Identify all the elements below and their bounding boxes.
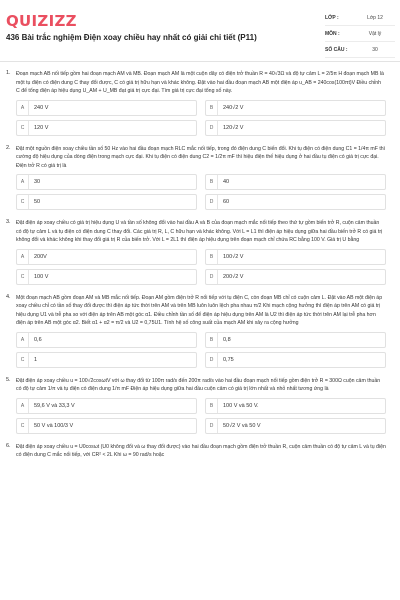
answer-option-a[interactable] [16,174,197,190]
question-text: Đoạn mạch AB nối tiếp gồm hai đoạn mạch AM và MB. Đoạn mạch AM là một cuộn dây có điện trở thuần R = 40√3Ω và độ tự cảm L = 2/5π H đoạn mạch MB là một tụ điện có điện dung C thay đổi được, C có giá trị hữu hạn và khác không. Đặt vào hai đầu đoạn mạch AB một điện áp u_AB = 240cos(100πt)V Điều chỉnh C để tổng điện áp hiệu dụng U_AM + U_MB đạt giá trị cực đại. Tìm giá trị cực đại tổng số này. [16,71,384,94]
answer-option-d[interactable] [205,418,386,434]
meta-label: MÔN : [325,30,340,37]
question-text: Đặt điện áp xoay chiều u = U0cosωt (U0 không đổi và ω thay đổi được) vào hai đầu đoạn mạch gồm điện trở thuần R, cuộn cảm thuần có độ tự cảm L và tụ điện có điện dung C mắc nối tiếp, với CR² < 2L Khi ω = 90 rad/s hoặc [16,443,386,458]
option-letter: C [17,270,29,284]
question-text: Đặt một nguồn điện xoay chiều tần số 50 Hz vào hai đầu đoạn mạch RLC mắc nối tiếp, trong đó điện dung C biến đổi. Khi tụ điện có điện dung C1 = 1/4π mF thì cường độ hiệu dụng của dòng điện trong mạch cực đại. Khi tụ điện có điện dung C2 = 1/2π mF thì hiệu điện thế hiệu dụng ở hai đầu tụ điện có giá trị cực đại. Điện trở R có giá trị là [16,145,386,169]
answer-option-d[interactable] [205,269,386,285]
question-item [0,294,400,368]
answer-option-c[interactable] [16,120,197,136]
answer-option-d[interactable] [205,194,386,210]
meta-label: LỚP : [325,14,339,21]
question-number: 1. [6,70,11,76]
option-letter: B [206,101,218,115]
answer-option-c[interactable] [16,352,197,368]
option-value: 59,6 V và 33,3 V [34,402,75,409]
option-letter: C [17,121,29,135]
option-value: 0,6 [34,336,42,343]
option-value: 50 V và 100/3 V [34,422,74,429]
option-value: 60 [223,199,230,205]
answer-options [16,174,386,210]
option-letter: A [17,101,29,115]
question-item [0,443,400,460]
answer-option-a[interactable] [16,332,197,348]
option-value: 100√2 V [223,253,244,260]
quizizz-logo: QUIZIZZ [6,12,77,30]
option-value: 200√2 V [223,273,244,280]
question-number: 3. [6,219,11,225]
question-number: 2. [6,144,11,151]
option-letter: C [17,419,29,433]
document-header [0,0,400,62]
answer-option-c[interactable] [16,194,197,210]
question-item [0,145,400,211]
question-list [0,70,400,469]
answer-option-a[interactable] [16,100,197,116]
question-number: 5. [6,376,11,383]
meta-label: SỐ CÂU : [325,46,348,53]
question-text: Đặt điện áp xoay chiều có giá trị hiệu dụng U và tần số không đổi vào hai đầu A và B của đoạn mạch mắc nối tiếp theo thứ tự gồm biến trở R, cuộn cảm thuần có độ tự cảm L và tụ điện có điện dung C thay đổi. Các giá trị R, L, C hữu hạn và khác không. Với L = L1 thì điện áp hiệu dụng giữa hai đầu biến trở R có giá trị không đổi và khác không khi thay đổi giá trị R của biến trở. Với L = 2L1 thì điện áp hiệu dụng trên đoạn mạch chỉ chứa RC bằng 100 V. Giá trị U bằng [16,220,383,243]
option-value: 240 V [34,104,49,111]
answer-option-d[interactable] [205,120,386,136]
answer-option-d[interactable] [205,352,386,368]
option-letter: A [17,250,29,264]
option-value: 1 [34,356,38,363]
option-letter: D [206,195,218,209]
option-letter: A [17,175,29,189]
option-letter: B [206,175,218,189]
answer-options [16,332,386,368]
option-letter: C [17,353,29,367]
option-letter: D [206,121,218,135]
option-value: 40 [223,179,230,185]
answer-option-b[interactable] [205,398,386,414]
option-letter: A [17,333,29,347]
option-value: 0,75 [223,356,234,363]
document-title: 436 Bài trắc nghiệm Điện xoay chiều hay nhất có giải chi tiết (P11) [6,33,257,42]
option-letter: B [206,333,218,347]
option-value: 200V [34,253,47,260]
answer-options [16,249,386,285]
question-item [0,70,400,136]
meta-row-count [325,42,395,58]
option-letter: D [206,270,218,284]
option-value: 100 V và 50 V. [223,402,259,409]
option-letter: C [17,195,29,209]
option-value: 50√2 V và 50 V [223,422,261,429]
question-item [0,377,400,434]
answer-option-b[interactable] [205,100,386,116]
option-letter: D [206,353,218,367]
question-text: Một đoạn mạch AB gồm đoạn AM và MB mắc nối tiếp. Đoạn AM gồm điện trở R nối tiếp với tụ điện C, còn đoạn MB chỉ có cuộn cảm L. Đặt vào AB một điện áp xoay chiều chỉ có tần số thay đổi được thì điện áp tức thời trên AM và trên MB luôn luôn lệch pha nhau π/2 Khi mạch cộng hưởng thì điện áp trên AM có giá trị hiệu dụng U1 và trễ pha so với điện áp trên AB một góc α1. Điều chỉnh tần số để điện áp hiệu dụng trên AM là U2 thì điện áp tức thời trên AM lại trễ pha hơn điện áp trên AB một góc α2. Biết α1 + α2 = π/2 và U2 = 0,75U1. Tính hệ số công suất của mạch AM khi xảy ra cộng hưởng [16,294,383,326]
answer-option-c[interactable] [16,418,197,434]
meta-row-subject [325,26,395,42]
answer-option-a[interactable] [16,249,197,265]
option-value: 30 [34,179,41,185]
meta-value: Lớp 12 [367,14,383,21]
option-value: 100 V [34,273,49,280]
answer-options [16,398,386,434]
option-letter: B [206,399,218,413]
option-letter: B [206,250,218,264]
meta-row-class [325,10,395,26]
question-number: 6. [6,442,11,449]
option-letter: D [206,419,218,433]
option-value: 240√2 V [223,104,244,111]
option-value: 0,8 [223,336,231,343]
answer-option-c[interactable] [16,269,197,285]
question-item [0,219,400,285]
answer-option-b[interactable] [205,332,386,348]
answer-options [16,100,386,136]
answer-option-a[interactable] [16,398,197,414]
option-value: 120 V [34,124,49,131]
option-letter: A [17,399,29,413]
question-text: Đặt điện áp xoay chiều u = 100√2cosωtV với ω thay đổi từ 100π rad/s đến 200π rad/s vào hai đầu đoạn mạch nối tiếp gồm điện trở R = 300Ω cuộn cảm thuần có độ tự cảm 1/π và tụ điện có điện dung 1/π mF Điện áp hiệu dụng giữa hai đầu cuộn cảm có giá trị lớn nhất và nhỏ nhất tương ứng là [16,377,381,392]
meta-value: Vật lý [368,30,382,37]
meta-table [325,10,395,58]
meta-value: 30 [372,46,378,53]
question-number: 4. [6,293,11,300]
option-value: 50 [34,199,41,205]
option-value: 120√2 V [223,124,244,131]
answer-option-b[interactable] [205,174,386,190]
answer-option-b[interactable] [205,249,386,265]
